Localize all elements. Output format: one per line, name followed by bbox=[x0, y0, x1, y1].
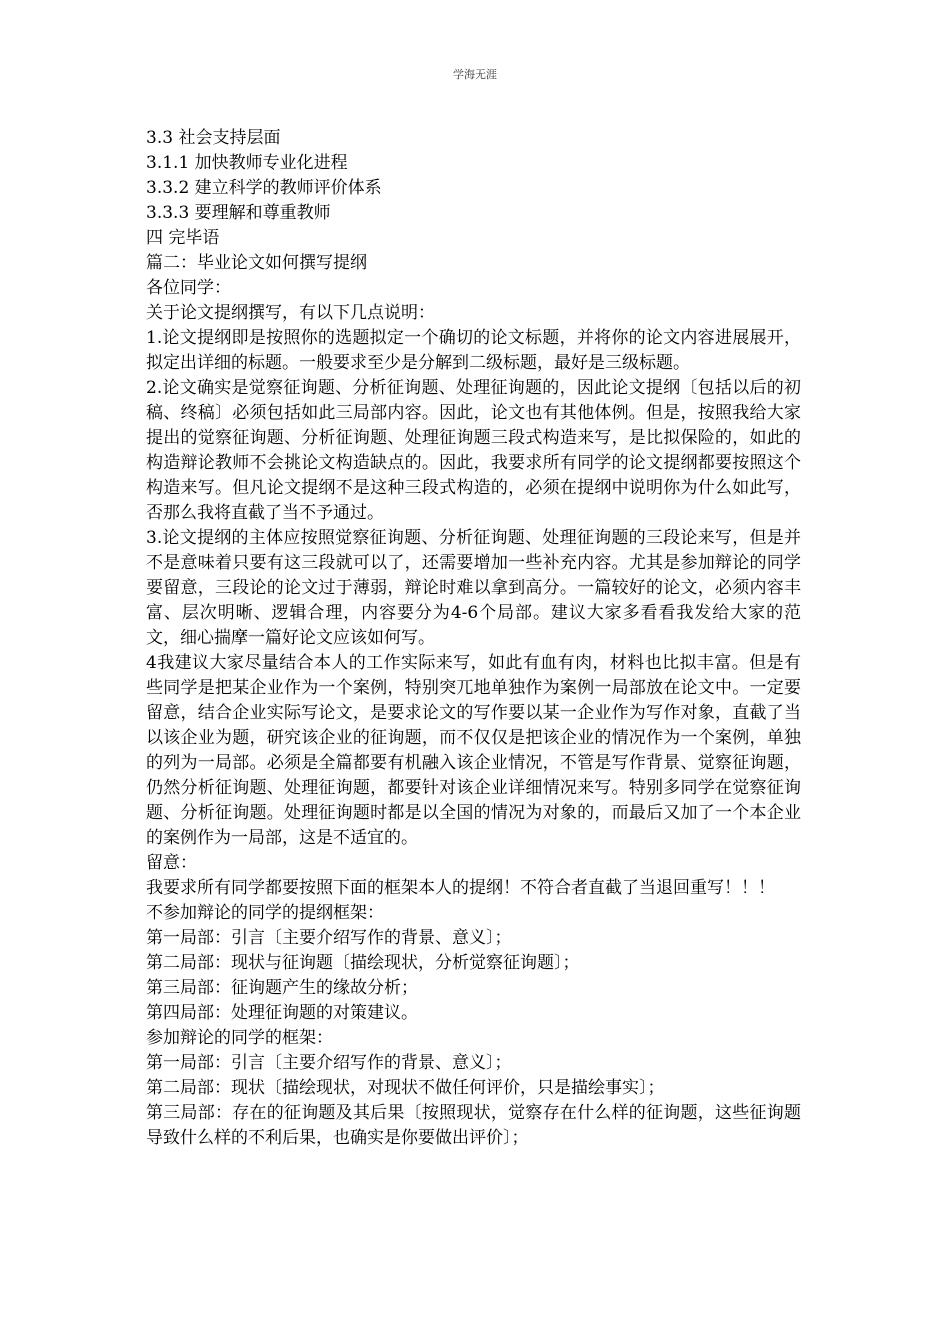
paragraph: 3.3 社会支持层面 bbox=[146, 128, 281, 148]
paragraph: 关于论文提纲撰写，有以下几点说明： bbox=[146, 303, 435, 323]
paragraph: 第三局部：征询题产生的缘故分析； bbox=[146, 978, 418, 998]
paragraph: 第三局部：存在的征询题及其后果〔按照现状，觉察存在什么样的征询题，这些征询题导致什么样的不利后果，也确实是你要做出评价〕； bbox=[146, 1103, 801, 1148]
paragraph: 我要求所有同学都要按照下面的框架本人的提纲！不符合者直截了当退回重写！！！ bbox=[146, 878, 775, 898]
paragraph: 篇二：毕业论文如何撰写提纲 bbox=[146, 253, 367, 273]
paragraph: 3.3.2 建立科学的教师评价体系 bbox=[146, 178, 382, 198]
paragraph: 3.1.1 加快教师专业化进程 bbox=[146, 153, 348, 173]
paragraph: 2.论文确实是觉察征询题、分析征询题、处理征询题的，因此论文提纲〔包括以后的初稿、终稿〕必须包括如此三局部内容。因此，论文也有其他体例。但是，按照我给大家提出的觉察征询题、分析征询题、处理征询题三段式构造来写，是比拟保险的，如此的构造辩论教师不会挑论文构造缺点的。因此，我要求所有同学的论文提纲都要按照这个构造来写。但凡论文提纲不是这种三段式构造的，必须在提纲中说明你为什么如此写，否那么我将直截了当不予通过。 bbox=[146, 378, 801, 523]
paragraph: 4我建议大家尽量结合本人的工作实际来写，如此有血有肉，材料也比拟丰富。但是有些同学是把某企业作为一个案例，特别突兀地单独作为案例一局部放在论文中。一定要留意，结合企业实际写论文，是要求论文的写作要以某一企业作为写作对象，直截了当以该企业为题，研究该企业的征询题，而不仅仅是把该企业的情况作为一个案例，单独的列为一局部。必须是全篇都要有机融入该企业情况，不管是写作背景、觉察征询题，仍然分析征询题、处理征询题，都要针对该企业详细情况来写。特别多同学在觉察征询题、分析征询题。处理征询题时都是以全国的情况为对象的，而最后又加了一个本企业的案例作为一局部，这是不适宜的。 bbox=[146, 653, 801, 848]
paragraph: 参加辩论的同学的框架： bbox=[146, 1028, 333, 1048]
document-body bbox=[146, 126, 801, 1151]
paragraph: 不参加辩论的同学的提纲框架： bbox=[146, 903, 384, 923]
paragraph: 四 完毕语 bbox=[146, 228, 220, 248]
paragraph: 第四局部：处理征询题的对策建议。 bbox=[146, 1003, 418, 1023]
paragraph: 3.3.3 要理解和尊重教师 bbox=[146, 203, 331, 223]
paragraph: 第一局部：引言〔主要介绍写作的背景、意义〕； bbox=[146, 928, 512, 948]
paragraph: 留意： bbox=[146, 853, 197, 873]
paragraph: 第二局部：现状与征询题〔描绘现状，分析觉察征询题〕； bbox=[146, 953, 580, 973]
paragraph: 1.论文提纲即是按照你的选题拟定一个确切的论文标题，并将你的论文内容进展展开，拟定出详细的标题。一般要求至少是分解到二级标题，最好是三级标题。 bbox=[146, 328, 801, 373]
paragraph: 3.论文提纲的主体应按照觉察征询题、分析征询题、处理征询题的三段论来写，但是并不是意味着只要有这三段就可以了，还需要增加一些补充内容。尤其是参加辩论的同学要留意，三段论的论文过于薄弱，辩论时难以拿到高分。一篇较好的论文，必须内容丰富、层次明晰、逻辑合理，内容要分为4-6个局部。建议大家多看看我发给大家的范文，细心揣摩一篇好论文应该如何写。 bbox=[146, 528, 801, 648]
paragraph: 第一局部：引言〔主要介绍写作的背景、意义〕； bbox=[146, 1053, 512, 1073]
page-header: 学海无涯 bbox=[453, 68, 497, 81]
paragraph: 第二局部：现状〔描绘现状，对现状不做任何评价，只是描绘事实〕； bbox=[146, 1078, 665, 1098]
paragraph: 各位同学： bbox=[146, 278, 231, 298]
